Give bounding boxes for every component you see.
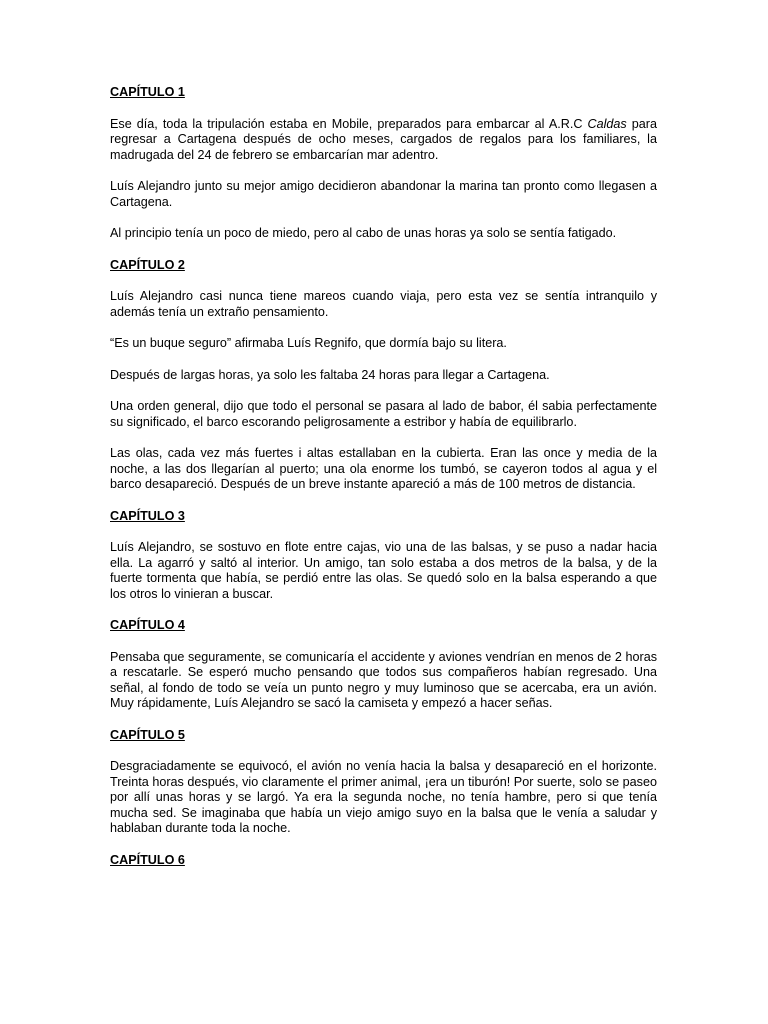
paragraph: Pensaba que seguramente, se comunicaría el accidente y aviones vendrían en menos de 2 horas a rescatarle. Se esperó mucho pensando que todos sus compañeros habían regresado. Una señal, al fondo de todo se veía un punto negro y muy luminoso que se acercaba, era un avión. Muy rápidamente, Luís Alejandro se sacó la camiseta y empezó a hacer señas.	[110, 649, 657, 710]
paragraph: Luís Alejandro junto su mejor amigo decidieron abandonar la marina tan pronto como llegasen a Cartagena.	[110, 179, 657, 209]
chapter-6	[110, 853, 657, 869]
paragraph	[110, 117, 657, 164]
paragraph: Desgraciadamente se equivocó, el avión no venía hacia la balsa y desapareció en el horizonte. Treinta horas después, vio claramente el primer animal, ¡era un tiburón! Por suerte, solo se paseo por allí unas horas y se largó. Ya era la segunda noche, no tenía hambre, pero si que tenía mucha sed. Se imaginaba que había un viejo amigo suyo en la balsa que le venía a saludar y hablaban durante toda la noche.	[110, 759, 657, 835]
chapter-5	[110, 728, 657, 837]
paragraph: “Es un buque seguro” afirmaba Luís Regnifo, que dormía bajo su litera.	[110, 336, 507, 350]
chapter-heading: CAPÍTULO 4	[110, 618, 185, 632]
paragraph-text: Ese día, toda la tripulación estaba en Mobile, preparados para embarcar al A.R.C	[110, 116, 588, 131]
chapter-2	[110, 258, 657, 493]
paragraph: Después de largas horas, ya solo les faltaba 24 horas para llegar a Cartagena.	[110, 367, 550, 382]
paragraph: Al principio tenía un poco de miedo, pero al cabo de unas horas ya solo se sentía fatigado.	[110, 226, 617, 240]
paragraph: Las olas, cada vez más fuertes i altas estallaban en la cubierta. Eran las once y media de la noche, a las dos llegarían al puerto; una ola enorme los tumbó, se cayeron todos al agua y el barco desapareció. Después de un breve instante apareció a más de 100 metros de distancia.	[110, 446, 657, 491]
chapter-4	[110, 618, 657, 712]
ship-name: Caldas	[587, 116, 627, 131]
document-page	[110, 85, 657, 884]
chapter-heading: CAPÍTULO 6	[110, 852, 185, 867]
chapter-1	[110, 85, 657, 242]
chapter-heading: CAPÍTULO 3	[110, 508, 185, 523]
chapter-3	[110, 509, 657, 603]
paragraph: Una orden general, dijo que todo el personal se pasara al lado de babor, él sabia perfectamente su significado, el barco escorando peligrosamente a estribor y había de equilibrarlo.	[110, 399, 657, 429]
paragraph: Luís Alejandro casi nunca tiene mareos cuando viaja, pero esta vez se sentía intranquilo y además tenía un extraño pensamiento.	[110, 289, 657, 319]
chapter-heading: CAPÍTULO 2	[110, 257, 185, 272]
chapter-heading: CAPÍTULO 1	[110, 85, 185, 99]
paragraph-text: para regresar a Cartagena después de ocho meses, cargados de regalos para los familiares, la madrugada del 24 de febrero se embarcarían mar adentro.	[110, 116, 657, 162]
chapter-heading: CAPÍTULO 5	[110, 727, 185, 742]
paragraph: Luís Alejandro, se sostuvo en flote entre cajas, vio una de las balsas, y se puso a nadar hacia ella. La agarró y saltó al interior. Un amigo, tan solo estaba a dos metros de la balsa, y de la fuerte tormenta que había, se perdió entre las olas. Se quedó solo en la balsa esperando a que los otros lo vinieran a buscar.	[110, 540, 657, 601]
